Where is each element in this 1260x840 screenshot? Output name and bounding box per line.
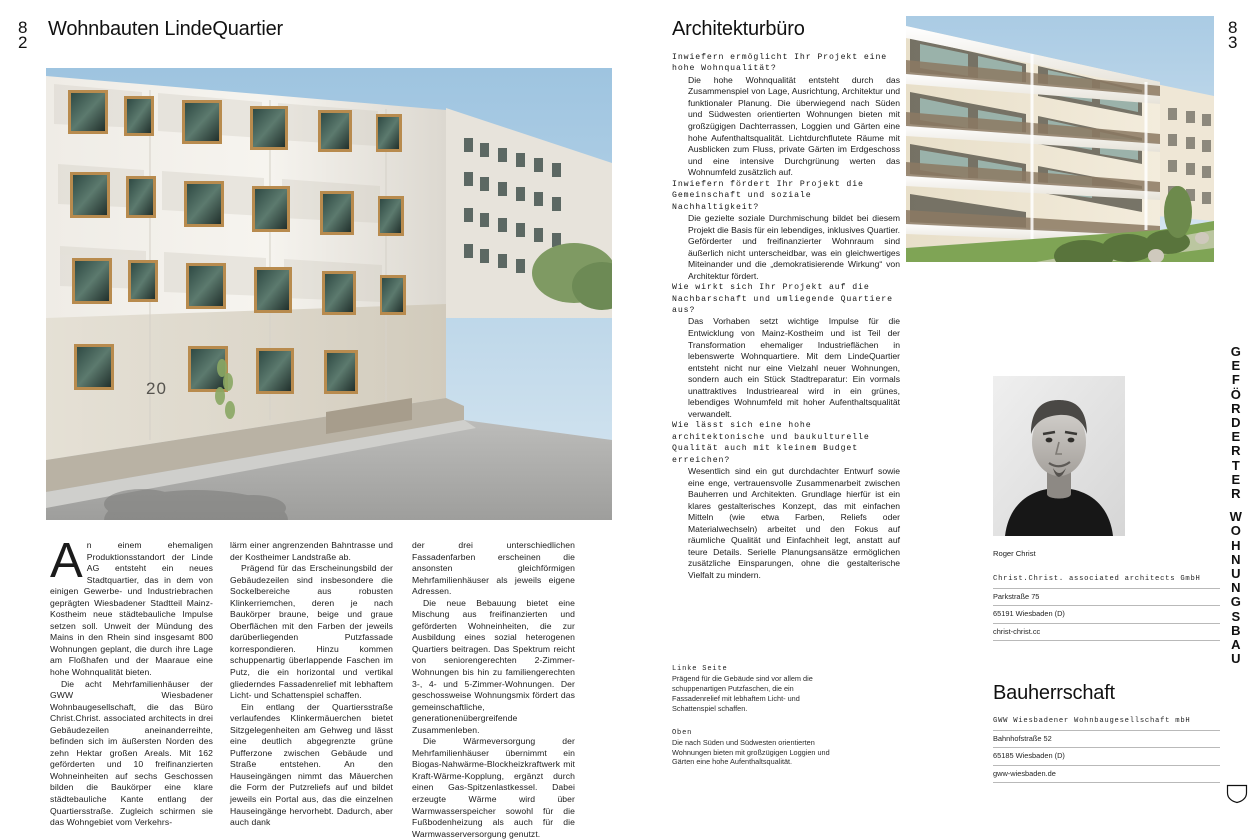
portrait-caption-name: Roger Christ	[993, 549, 1036, 558]
rubric-gefoerderter-wohnungsbau: G E F Ö R D E R T E R W O H N U N G S B A U	[1229, 344, 1243, 667]
article-paragraph: Ein entlang der Quartiersstraße verlaufendes Klinkermäuerchen bietet Sitzgelegenheiten am Gehweg und lässt eine deutlich abgegrenzte grüne Pufferzone zwischen Gebäude und Straße entstehen. An den Hauseingängen nimmt das Mäuerchen die Form der Putzreliefs auf und bildet jeweils ein Portal aus, das die einzelnen Hauseingänge hervorhebt. Dadurch, aber auch dank	[230, 701, 393, 828]
folio-right-digit-1: 8	[1228, 18, 1238, 37]
interview-question: Wie lässt sich eine hohe architektonische und baukulturelle Qualität auch mit kleinem Budget erreichen?	[672, 421, 870, 465]
architect-office-name: Christ.Christ. associated architects GmbH	[993, 571, 1220, 589]
article-paragraph: Die acht Mehrfamilienhäuser der GWW Wiesbadener Wohnbaugesellschaft, die das Büro Christ.Christ. associated architects in drei Gebäudezeilen aneinanderreihte, befinden sich im äußersten Norden des zehn Hektar großen Areals. Mit 162 geförderten und 10 freifinanzierten Wohneinheiten auf sechs Geschossen bilden die Baukörper eine klare städtebauliche Kante entlang der Quartiersstraße. Zugleich schirmen sie das Wohngebiet vom Verkehrs-	[50, 678, 213, 828]
hero-photo-illustration	[46, 68, 612, 520]
portrait-photo-roger-christ	[993, 376, 1125, 536]
portrait-illustration	[993, 376, 1125, 536]
article-paragraph-text: n einem ehemaligen Produktionsstandort der Linde AG entsteht ein neues Stadtquartier, das in dem von einigen Gewerbe- und Industriebrachen geprägten Wiesbadener Stadtteil Mainz-Kostheim neue städtebauliche Impulse setzen soll. Unweit der Mündung des Mains in den Rhein sind insgesamt 800 Wohnungen geplant, die durch ihre Lage am Floßhafen und der Maaraue eine hohe Wohnqualität bieten.	[50, 540, 213, 678]
article-column-1	[50, 534, 213, 829]
interview-answer: Wesentlich sind ein gut durchdachter Entwurf sowie eine enge, vertrauensvolle Zusammenarbeit zwischen Bauherren und Architekten. Grundlage hierfür ist ein klares gestalterisches Konzept, das mit einfachen Mitteln (wie etwa Farben, Reliefs oder Materialwechseln) arbeitet und den Fokus auf räumliche Qualität und Einfachheit legt, anstatt auf teure Details. Serielle Planungsansätze ermöglichen zusätzliche Einsparungen, ohne die gestalterische Vielfalt zu mindern.	[688, 466, 900, 580]
interview-item	[672, 52, 900, 179]
article-column-2	[230, 540, 393, 829]
caption-label: Oben	[672, 728, 693, 737]
shield-heart-icon	[1226, 784, 1248, 804]
architect-city: 65191 Wiesbaden (D)	[993, 606, 1220, 624]
section-title-architekturbuero: Architekturbüro	[672, 18, 805, 40]
client-company-name: GWW Wiesbadener Wohnbaugesellschaft mbH	[993, 716, 1220, 731]
section-title-bauherrschaft: Bauherrschaft	[993, 682, 1115, 704]
caption-block	[672, 664, 842, 781]
folio-left-page	[18, 20, 27, 50]
architect-contact-block	[993, 548, 1220, 641]
caption-label: Linke Seite	[672, 665, 728, 673]
interview-answer: Das Vorhaben setzt wichtige Impulse für die Entwicklung von Mainz-Kostheim und ist Teil der Transformation ehemaliger Industrieflächen in lebenswerte Wohnquartiere. Mit dem LindeQuartier entsteht nicht nur eine Vielzahl neuer Wohnungen, sondern auch ein Stück Stadtreparatur: Ein vormals unattraktives Industrieareal wird in ein grünes, lebendiges Wohnumfeld mit hoher Aufenthaltsqualität verwandelt.	[688, 316, 900, 419]
svg-text:20: 20	[146, 379, 167, 398]
interview-question: Wie wirkt sich Ihr Projekt auf die Nachbarschaft und umliegende Quartiere aus?	[672, 283, 893, 316]
architect-website[interactable]: christ-christ.cc	[993, 624, 1220, 642]
folio-right-digit-2: 3	[1228, 33, 1238, 52]
interview-question: Inwiefern fördert Ihr Projekt die Gemeinschaft und soziale Nachhaltigkeit?	[672, 179, 864, 212]
article-paragraph: Prägend für das Erscheinungsbild der Gebäudezeilen sind insbesondere die Sockelbereiche aus robusten Klinkerriemchen, deren je nach Baukörper braune, beige und graue Oberflächen mit den Farben der jeweils darüberliegenden Putzfassade korrespondieren. Hinzu kommen schuppenartig überlappende Faschen im Putz, die ein horizontal und vertikal gliederndes Fassadenrelief mit lebhaftem Licht- und Schattenspiel schaffen.	[230, 563, 393, 701]
article-paragraph	[50, 534, 213, 679]
loggia-photo	[906, 16, 1214, 262]
folio-left-digit-2: 2	[18, 33, 28, 52]
article-paragraph: lärm einer angrenzenden Bahntrasse und der Kostheimer Landstraße ab.	[230, 540, 393, 562]
architect-street: Parkstraße 75	[993, 589, 1220, 607]
interview-item	[672, 282, 900, 420]
page-gutter	[630, 0, 631, 822]
interview-question: Inwiefern ermöglicht Ihr Projekt eine hohe Wohnqualität?	[672, 53, 888, 74]
interview-item	[672, 420, 900, 581]
interview-block	[672, 52, 900, 581]
client-website[interactable]: gww-wiesbaden.de	[993, 766, 1220, 784]
interview-answer: Die hohe Wohnqualität entsteht durch das Zusammenspiel von Lage, Ausrichtung, Architektur und funktionaler Planung. Die überwiegend nach Süden und Südwesten orientierten Wohnungen bieten mit großzügigen Dachterrassen, Loggien und Gärten eine hohe Aufenthaltsqualität. Lichtdurchflutete Räume mit Ausblicken zum Fluss, private Gärten im Erdgeschoss und eine intensive Durchgrünung werten das Wohnumfeld zusätzlich auf.	[688, 74, 900, 178]
interview-item	[672, 179, 900, 283]
client-street: Bahnhofstraße 52	[993, 731, 1220, 749]
caption-text: Prägend für die Gebäude sind vor allem die schuppenartigen Putzfaschen, die ein Fassadenrelief mit lebhaftem Licht- und Schattenspiel schaffen.	[672, 674, 813, 713]
caption-text: Die nach Süden und Südwesten orientierten Wohnungen bieten mit großzügigen Loggien und Gärten eine hohe Aufenthaltsqualität.	[672, 737, 830, 767]
client-city: 65185 Wiesbaden (D)	[993, 748, 1220, 766]
page-title: Wohnbauten LindeQuartier	[48, 18, 283, 40]
article-paragraph: Die Wärmeversorgung der Mehrfamilienhäuser übernimmt ein Biogas-Nahwärme-Blockheizkraftwerk mit Kraft-Wärme-Kopplung, ergänzt durch einen Gas-Spitzenlastkessel. Dabei erzeugte Wärme wird über Warmwasserspeicher sowohl für die Fußbodenheizung als auch für die Warmwasserversorgung genutzt.	[412, 736, 575, 839]
interview-answer: Die gezielte soziale Durchmischung bildet bei diesem Projekt die Basis für ein lebendiges, inklusives Quartier. Geförderter und freifinanzierter Wohnraum sind äußerlich nicht unterscheidbar, was ein gleichwertiges Miteinander und die „demokratisierende Wirkung“ von Architektur fördert.	[688, 212, 900, 281]
folio-right-page	[1228, 20, 1237, 50]
client-contact-block	[993, 716, 1220, 783]
article-paragraph: der drei unterschiedlichen Fassadenfarben erscheinen die ansonsten gleichförmigen Mehrfamilienhäuser als jeweils eigene Adressen.	[412, 540, 575, 597]
folio-left-digit-1: 8	[18, 18, 28, 37]
article-column-3	[412, 540, 575, 840]
loggia-photo-illustration	[906, 16, 1214, 262]
hero-photo-facade	[46, 68, 612, 520]
article-paragraph: Die neue Bebauung bietet eine Mischung aus freifinanzierten und geförderten Wohneinheiten, die zur Ausbildung eines sozial heterogenen Quartiers beitragen. Das Spektrum reicht von seniorengerechten 2-Zimmer-Wohnungen bis hin zu familiengerechten 3-, 4- und 5-Zimmer-Wohnungen. Der geschossweise Wohnungsmix fördert das gemeinschaftliche, generationenübergreifende Zusammenleben.	[412, 597, 575, 735]
drop-cap: A	[50, 534, 83, 588]
